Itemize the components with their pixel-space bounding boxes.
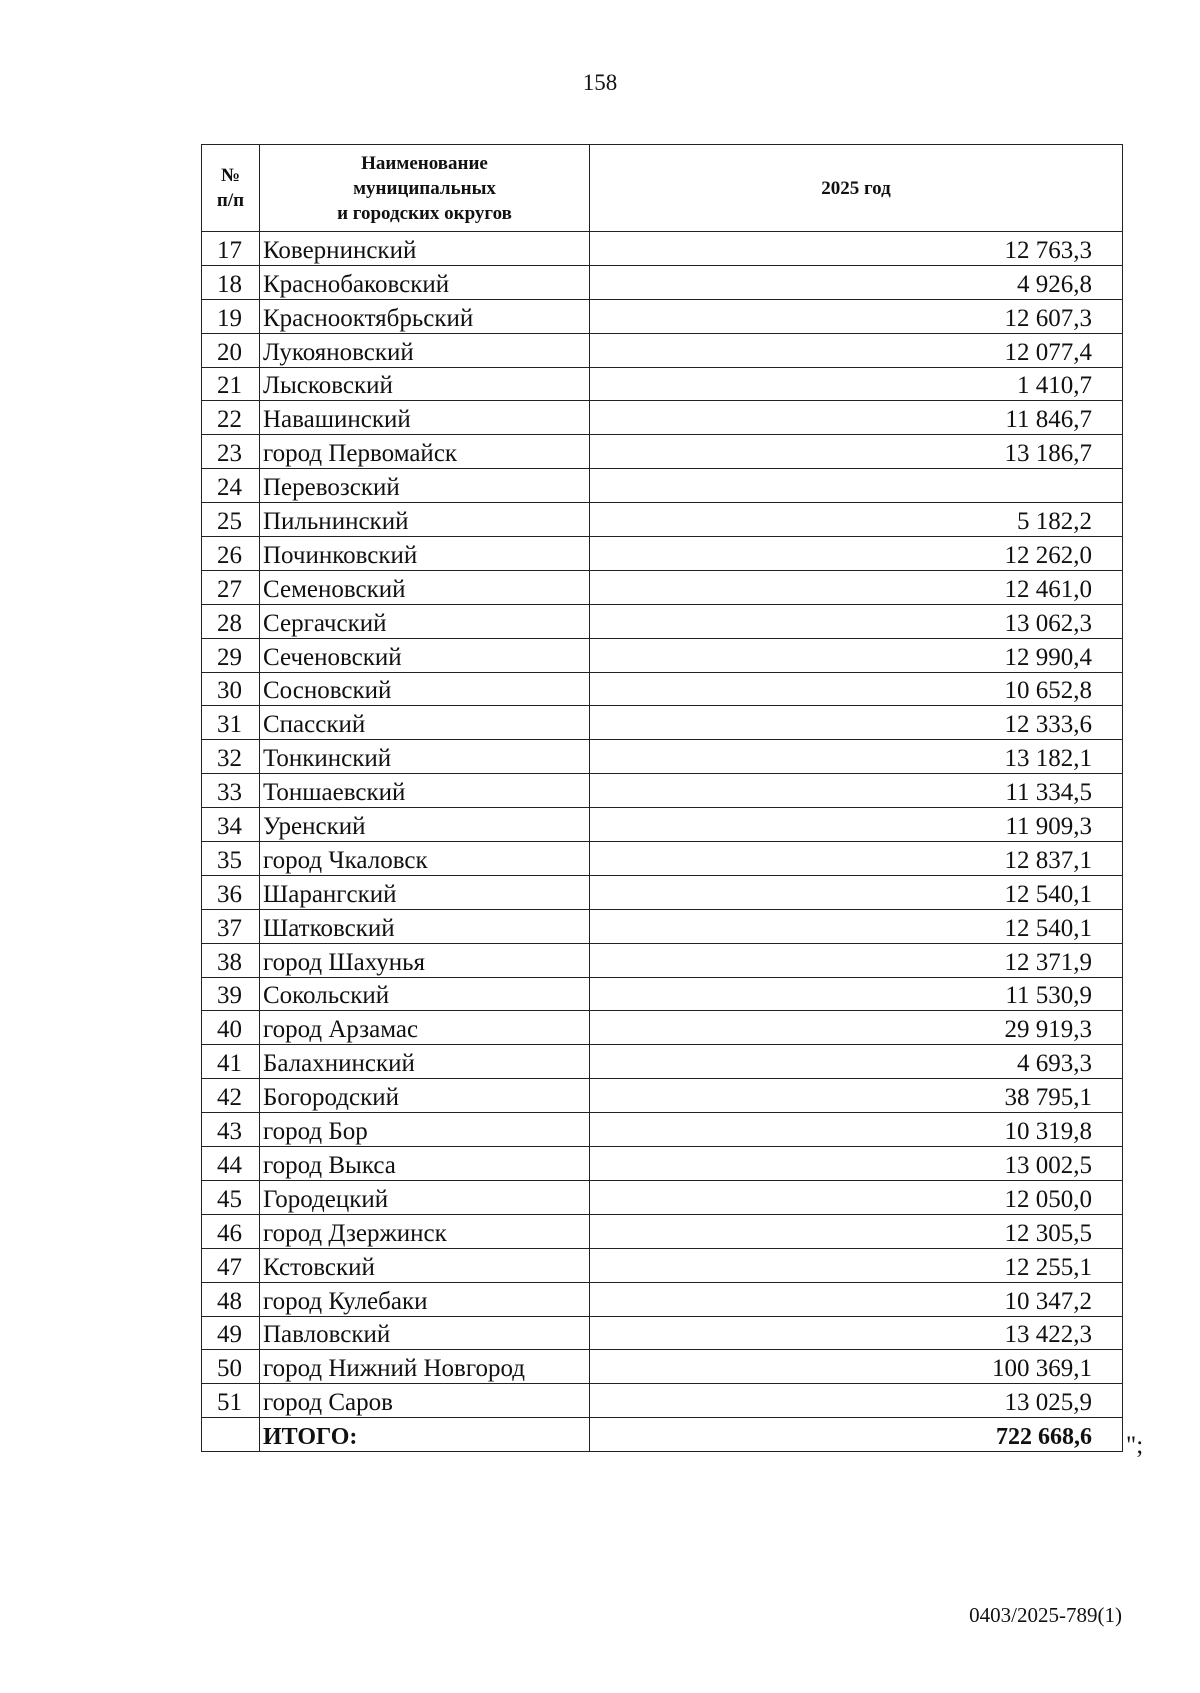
document-code: 0403/2025-789(1) <box>969 1603 1122 1627</box>
row-value-cell: 12 837,1 <box>590 842 1123 876</box>
row-name-cell: город Арзамас <box>260 1011 590 1045</box>
row-value-cell: 13 182,1 <box>590 740 1123 774</box>
table-row <box>202 265 1123 299</box>
closing-quote-mark: "; <box>1126 1432 1144 1459</box>
row-number-cell: 49 <box>202 1316 260 1350</box>
table-row <box>202 740 1123 774</box>
total-row <box>202 1418 1123 1452</box>
header-number-line: № <box>220 165 241 186</box>
row-name-cell: Уренский <box>260 808 590 842</box>
table-row <box>202 1180 1123 1214</box>
row-name-cell: Краснооктябрьский <box>260 299 590 333</box>
table-row <box>202 299 1123 333</box>
table-row <box>202 435 1123 469</box>
table-row <box>202 604 1123 638</box>
row-name-cell: Сосновский <box>260 672 590 706</box>
row-number-cell: 26 <box>202 537 260 571</box>
header-year: 2025 год <box>590 145 1123 232</box>
row-number-cell: 36 <box>202 875 260 909</box>
row-value-cell: 12 262,0 <box>590 537 1123 571</box>
total-value: 722 668,6 <box>590 1418 1123 1452</box>
row-number-cell: 50 <box>202 1350 260 1384</box>
row-value-cell: 12 255,1 <box>590 1248 1123 1282</box>
row-number-cell: 40 <box>202 1011 260 1045</box>
table-row <box>202 909 1123 943</box>
table-row <box>202 706 1123 740</box>
row-name-cell: Лукояновский <box>260 333 590 367</box>
table-body <box>202 232 1123 1418</box>
row-value-cell: 13 002,5 <box>590 1147 1123 1181</box>
row-value-cell: 12 371,9 <box>590 943 1123 977</box>
row-name-cell: Городецкий <box>260 1180 590 1214</box>
row-name-cell: Балахнинский <box>260 1045 590 1079</box>
row-name-cell: Краснобаковский <box>260 265 590 299</box>
row-value-cell: 29 919,3 <box>590 1011 1123 1045</box>
row-value-cell: 11 846,7 <box>590 401 1123 435</box>
table-row <box>202 469 1123 503</box>
row-number-cell: 17 <box>202 232 260 266</box>
row-value-cell: 12 763,3 <box>590 232 1123 266</box>
row-number-cell: 21 <box>202 367 260 401</box>
table-row <box>202 1045 1123 1079</box>
table-row <box>202 1384 1123 1418</box>
table-row <box>202 1011 1123 1045</box>
row-name-cell: Ковернинский <box>260 232 590 266</box>
table-row <box>202 1147 1123 1181</box>
row-number-cell: 47 <box>202 1248 260 1282</box>
row-name-cell: Павловский <box>260 1316 590 1350</box>
row-number-cell: 45 <box>202 1180 260 1214</box>
row-number-cell: 24 <box>202 469 260 503</box>
table-row <box>202 943 1123 977</box>
table-row <box>202 232 1123 266</box>
row-number-cell: 44 <box>202 1147 260 1181</box>
row-name-cell: Семеновский <box>260 570 590 604</box>
row-value-cell: 12 990,4 <box>590 638 1123 672</box>
row-name-cell: Перевозский <box>260 469 590 503</box>
row-name-cell: Сеченовский <box>260 638 590 672</box>
row-number-cell: 51 <box>202 1384 260 1418</box>
row-value-cell: 13 422,3 <box>590 1316 1123 1350</box>
row-value-cell: 13 025,9 <box>590 1384 1123 1418</box>
row-name-cell: Шатковский <box>260 909 590 943</box>
allocation-table <box>201 144 1123 1452</box>
table-row <box>202 672 1123 706</box>
row-value-cell: 12 333,6 <box>590 706 1123 740</box>
row-number-cell: 34 <box>202 808 260 842</box>
table-row <box>202 774 1123 808</box>
row-name-cell: Шарангский <box>260 875 590 909</box>
table-header-row <box>202 145 1123 232</box>
row-value-cell: 12 077,4 <box>590 333 1123 367</box>
row-name-cell: город Дзержинск <box>260 1214 590 1248</box>
allocation-table-container <box>201 144 1123 1452</box>
row-value-cell: 5 182,2 <box>590 503 1123 537</box>
row-value-cell: 1 410,7 <box>590 367 1123 401</box>
table-row <box>202 333 1123 367</box>
row-number-cell: 19 <box>202 299 260 333</box>
row-number-cell: 37 <box>202 909 260 943</box>
row-name-cell: Лысковский <box>260 367 590 401</box>
table-row <box>202 570 1123 604</box>
row-value-cell: 10 319,8 <box>590 1113 1123 1147</box>
row-number-cell: 39 <box>202 977 260 1011</box>
row-number-cell: 23 <box>202 435 260 469</box>
row-value-cell: 12 050,0 <box>590 1180 1123 1214</box>
table-row <box>202 1214 1123 1248</box>
table-row <box>202 875 1123 909</box>
total-label: ИТОГО: <box>260 1418 590 1452</box>
row-number-cell: 41 <box>202 1045 260 1079</box>
table-row <box>202 367 1123 401</box>
row-value-cell: 13 062,3 <box>590 604 1123 638</box>
row-number-cell: 20 <box>202 333 260 367</box>
row-name-cell: Богородский <box>260 1079 590 1113</box>
table-row <box>202 1079 1123 1113</box>
table-row <box>202 1113 1123 1147</box>
row-number-cell: 35 <box>202 842 260 876</box>
row-number-cell: 38 <box>202 943 260 977</box>
header-name-line: и городских округов <box>337 202 512 224</box>
row-number-cell: 42 <box>202 1079 260 1113</box>
row-value-cell: 12 461,0 <box>590 570 1123 604</box>
table-row <box>202 1282 1123 1316</box>
row-value-cell: 4 693,3 <box>590 1045 1123 1079</box>
table-row <box>202 842 1123 876</box>
table-row <box>202 977 1123 1011</box>
row-name-cell: город Саров <box>260 1384 590 1418</box>
row-name-cell: город Первомайск <box>260 435 590 469</box>
row-name-cell: Сокольский <box>260 977 590 1011</box>
table-row <box>202 1350 1123 1384</box>
row-number-cell: 29 <box>202 638 260 672</box>
row-number-cell: 43 <box>202 1113 260 1147</box>
row-name-cell: Тоншаевский <box>260 774 590 808</box>
table-row <box>202 503 1123 537</box>
row-number-cell: 25 <box>202 503 260 537</box>
row-number-cell: 27 <box>202 570 260 604</box>
row-name-cell: Пильнинский <box>260 503 590 537</box>
row-value-cell: 11 909,3 <box>590 808 1123 842</box>
row-value-cell: 11 530,9 <box>590 977 1123 1011</box>
header-name <box>260 145 590 232</box>
row-name-cell: Навашинский <box>260 401 590 435</box>
row-number-cell: 18 <box>202 265 260 299</box>
table-row <box>202 1316 1123 1350</box>
row-name-cell: Починковский <box>260 537 590 571</box>
row-value-cell <box>590 469 1123 503</box>
row-number-cell: 33 <box>202 774 260 808</box>
table-row <box>202 537 1123 571</box>
row-number-cell: 32 <box>202 740 260 774</box>
table-row <box>202 638 1123 672</box>
row-name-cell: Тонкинский <box>260 740 590 774</box>
header-name-line: Наименование <box>361 152 488 174</box>
row-number-cell: 22 <box>202 401 260 435</box>
row-value-cell: 4 926,8 <box>590 265 1123 299</box>
row-name-cell: Кстовский <box>260 1248 590 1282</box>
row-number-cell: 48 <box>202 1282 260 1316</box>
table-row <box>202 808 1123 842</box>
row-name-cell: город Кулебаки <box>260 1282 590 1316</box>
row-value-cell: 11 334,5 <box>590 774 1123 808</box>
table-row <box>202 1248 1123 1282</box>
row-name-cell: Спасский <box>260 706 590 740</box>
row-value-cell: 12 540,1 <box>590 909 1123 943</box>
row-name-cell: Сергачский <box>260 604 590 638</box>
row-value-cell: 38 795,1 <box>590 1079 1123 1113</box>
row-number-cell: 31 <box>202 706 260 740</box>
header-number-line: п/п <box>216 190 245 211</box>
row-name-cell: город Бор <box>260 1113 590 1147</box>
row-value-cell: 12 305,5 <box>590 1214 1123 1248</box>
row-value-cell: 12 607,3 <box>590 299 1123 333</box>
row-value-cell: 100 369,1 <box>590 1350 1123 1384</box>
row-value-cell: 12 540,1 <box>590 875 1123 909</box>
total-number-cell <box>202 1418 260 1452</box>
row-number-cell: 46 <box>202 1214 260 1248</box>
header-name-line: муниципальных <box>353 177 496 199</box>
row-name-cell: город Выкса <box>260 1147 590 1181</box>
header-number <box>202 145 260 232</box>
page-number: 158 <box>582 70 618 95</box>
row-name-cell: город Чкаловск <box>260 842 590 876</box>
row-name-cell: город Шахунья <box>260 943 590 977</box>
row-number-cell: 30 <box>202 672 260 706</box>
row-number-cell: 28 <box>202 604 260 638</box>
row-value-cell: 10 652,8 <box>590 672 1123 706</box>
row-name-cell: город Нижний Новгород <box>260 1350 590 1384</box>
row-value-cell: 10 347,2 <box>590 1282 1123 1316</box>
table-row <box>202 401 1123 435</box>
row-value-cell: 13 186,7 <box>590 435 1123 469</box>
